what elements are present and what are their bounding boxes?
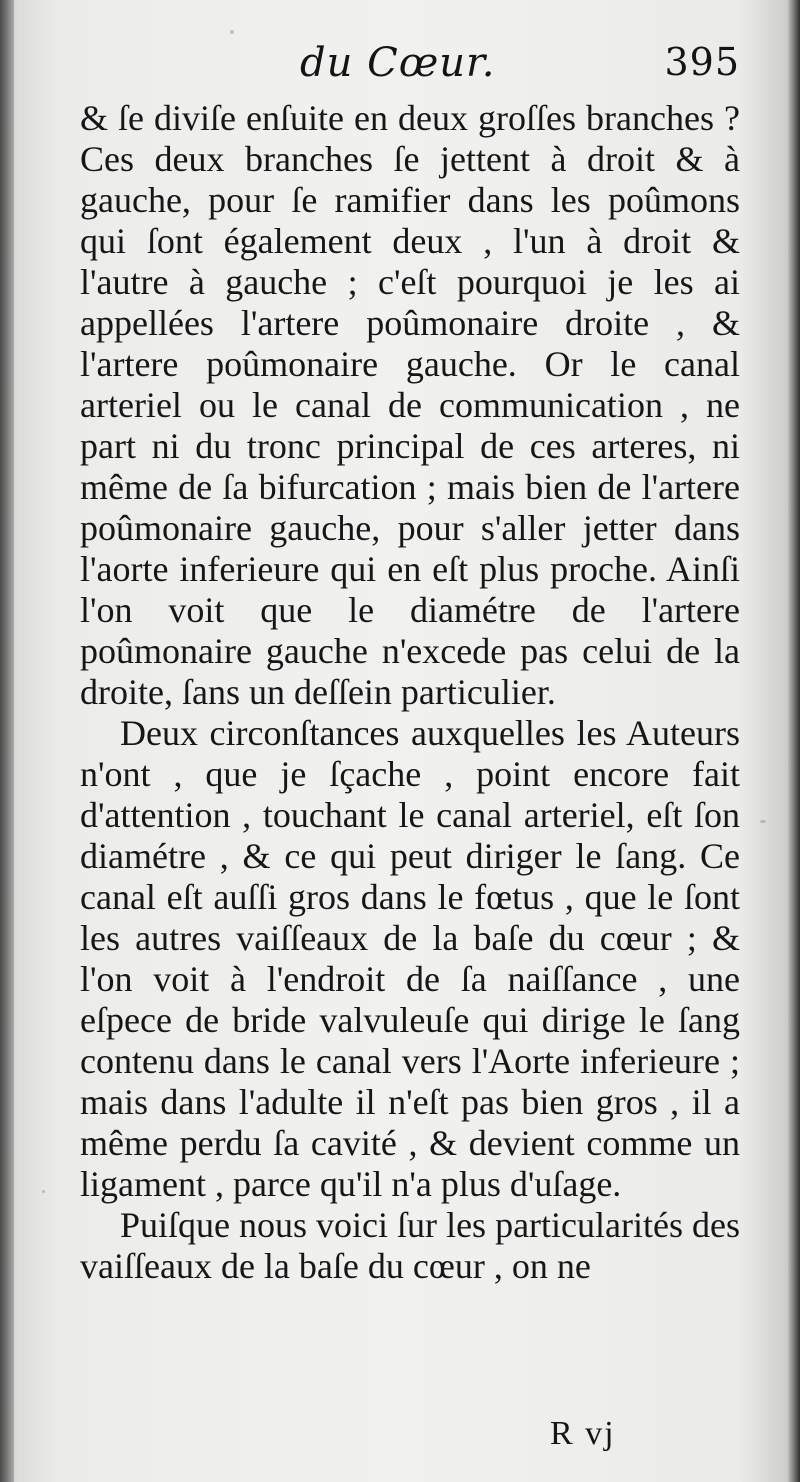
paragraph: Puiſque nous voici ſur les particularités des vaiſſeaux de la baſe du cœur , on ne — [80, 1205, 740, 1286]
page-gutter-shadow — [0, 0, 14, 1482]
paragraph: Deux circonſtances auxquelles les Auteurs n'ont , que je ſçache , point encore fait d'attention , touchant le canal arteriel, eſt ſon diamétre , & ce qui peut diriger le ſang. Ce canal eſt auſſi gros dans le fœtus , que le ſont les autres vaiſſeaux de la baſe du cœur ; & l'on voit à l'endroit de ſa naiſſance , une eſpece de bride valvuleuſe qui dirige le ſang contenu dans le canal vers l'Aorte inferieure ; mais dans l'adulte il n'eſt pas bien gros , il a même perdu ſa cavité , & devient comme un ligament , parce qu'il n'a plus d'uſage. — [80, 713, 740, 1204]
body-text — [80, 98, 740, 1287]
page-header — [80, 40, 740, 100]
page-number: 395 — [664, 40, 740, 84]
paper-speck — [760, 820, 766, 823]
page-edge-shadow — [786, 0, 800, 1482]
paragraph: & ſe diviſe enſuite en deux groſſes branches ? Ces deux branches ſe jettent à droit & à gauche, pour ſe ramifier dans les poûmons qui ſont également deux , l'un à droit & l'autre à gauche ; c'eſt pourquoi je les ai appellées l'artere poûmonaire droite , & l'artere poûmonaire gauche. Or le canal arteriel ou le canal de communication , ne part ni du tronc principal de ces arteres, ni même de ſa bifurcation ; mais bien de l'artere poûmonaire gauche, pour s'aller jetter dans l'aorte inferieure qui en eſt plus proche. Ainſi l'on voit que le diamétre de l'artere poûmonaire gauche n'excede pas celui de la droite, ſans un deſſein particulier. — [80, 98, 740, 712]
running-title: du Cœur. — [300, 40, 496, 86]
paper-speck — [230, 30, 234, 34]
signature-mark: R vj — [550, 1415, 616, 1452]
paper-speck — [42, 1190, 45, 1193]
